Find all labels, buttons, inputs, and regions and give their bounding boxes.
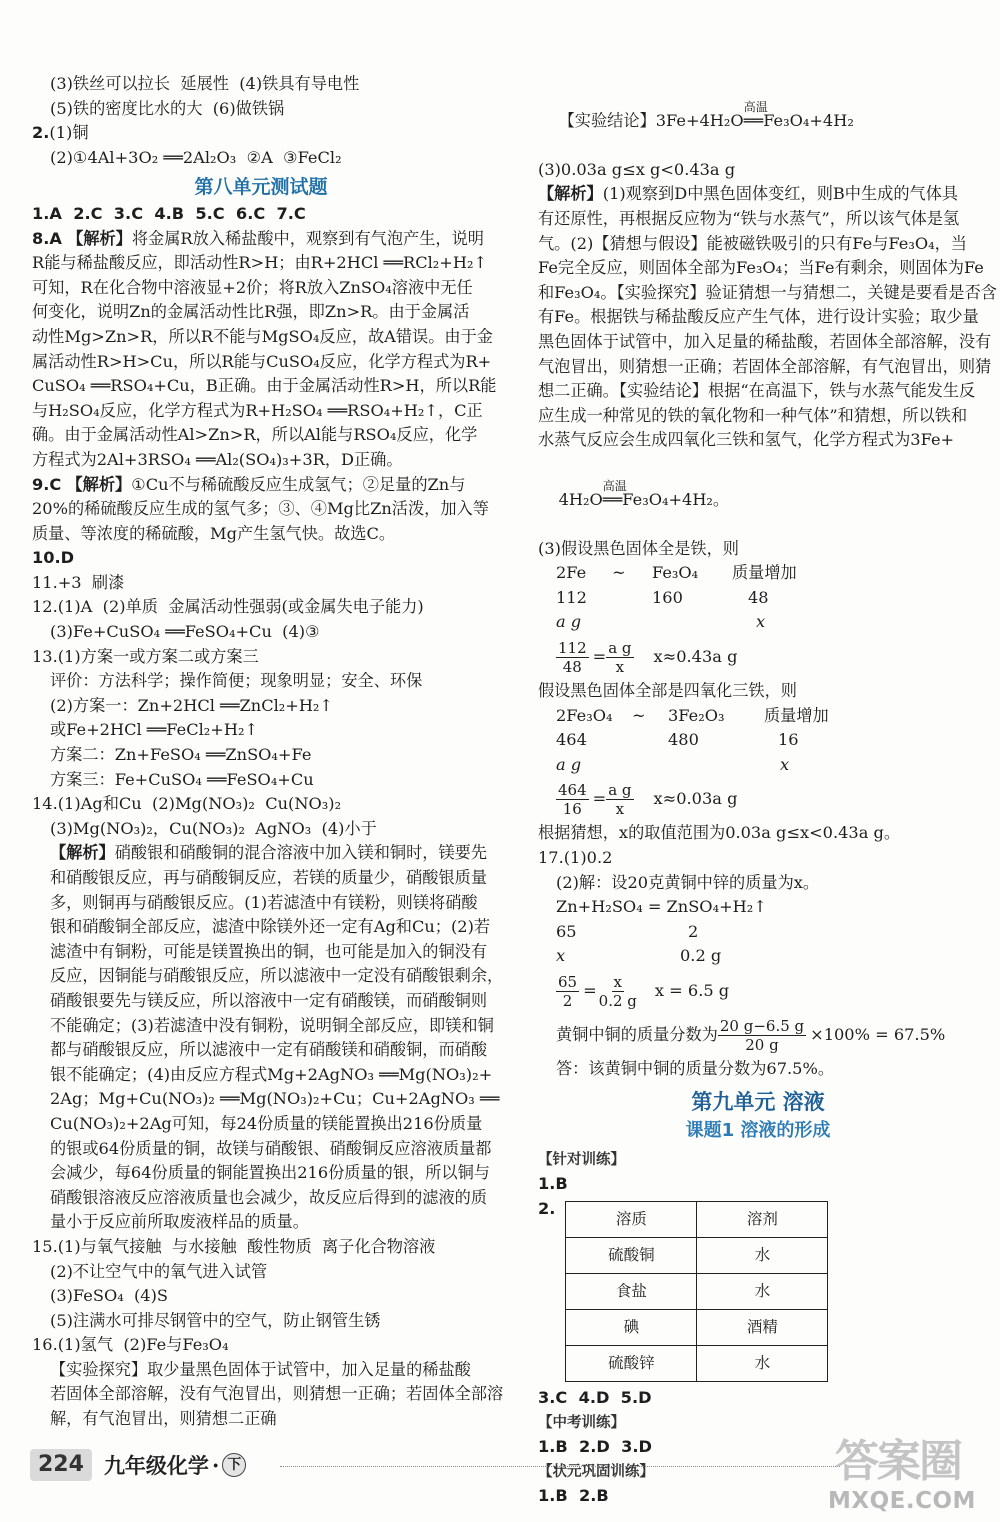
page-footer <box>30 1448 246 1482</box>
calc-cell: ~ <box>612 563 626 583</box>
text-line: 都与硝酸银反应，所以滤液中一定有硝酸镁和硝酸铜，而硝酸 <box>50 1040 488 1060</box>
fraction <box>606 781 633 818</box>
text-line: 多，则铜再与硝酸银反应。(1)若滤渣中有镁粉，则镁将硝酸 <box>50 892 478 912</box>
text-line: (5)铁的密度比水的大 (6)做铁锅 <box>50 98 285 118</box>
answer-line: (2)不让空气中的氧气进入试管 <box>50 1261 268 1281</box>
result: x≈0.03a g <box>653 789 738 809</box>
fraction-denominator: 16 <box>562 799 582 818</box>
book-title: 九年级化学 <box>103 1454 209 1478</box>
calc-cell: x <box>780 754 790 774</box>
answer-line: 12.(1)A (2)单质 金属活动性强弱(或金属失电子能力) <box>32 597 424 617</box>
left-column <box>32 72 504 1432</box>
table-cell: 溶剂 <box>697 1201 828 1237</box>
text-line: 有Fe。根据铁与稀盐酸反应产生气体，进行设计实验；取少量 <box>538 307 979 327</box>
answer-line: 13.(1)方案一或方案二或方案三 <box>32 646 259 666</box>
text-line: 根据猜想，x的取值范围为0.03a g≤x<0.43a g。 <box>538 823 901 843</box>
text-line: 气泡冒出，则猜想一正确；若固体全部溶解，有气泡冒出，则猜 <box>538 356 992 376</box>
text-line: Fe完全反应，则固体全部为Fe₃O₄；当Fe有剩余，则固体为Fe <box>538 258 984 278</box>
answer-line: 1.B <box>538 1174 568 1194</box>
watermark-logo: 答案圈 <box>835 1436 961 1487</box>
calc-cell: 160 <box>652 587 683 607</box>
fraction <box>606 639 633 676</box>
text-line: 何变化，说明Zn的金属活动性比R强，即Zn>R。由于金属活 <box>32 302 470 322</box>
text-line: 有还原性，再根据反应物为“铁与水蒸气”，所以该气体是氢 <box>538 208 960 228</box>
equation-left: 【实验结论】3Fe+4H₂O <box>558 110 744 130</box>
training-tag: 【针对训练】 <box>538 1151 625 1168</box>
calc-cell: 480 <box>668 730 699 750</box>
calc-cell <box>612 610 652 635</box>
text-line: (1)铜 <box>49 123 89 143</box>
analysis-tag: 【解析】 <box>50 843 115 863</box>
calc-cell: a g <box>556 612 582 632</box>
calc-cell <box>632 728 668 753</box>
equation-line: Zn+H₂SO₄ = ZnSO₄+H₂↑ <box>556 897 767 917</box>
calc-cell: 16 <box>778 730 799 750</box>
answer-line: 1.B 2.D 3.D <box>538 1437 652 1457</box>
text-line: ①Cu不与稀硫酸反应生成氢气；②足量的Zn与 <box>131 474 466 494</box>
table-cell: 食盐 <box>566 1273 697 1309</box>
reaction-arrow: 高温 ══ <box>744 109 764 134</box>
text-line: 方程式为2Al+3RSO₄ ══Al₂(SO₄)₃+3R，D正确。 <box>32 449 403 469</box>
text-line: (3)铁丝可以拉长 延展性 (4)铁具有导电性 <box>50 74 360 93</box>
text-line: 不能确定；(3)若滤渣中没有铜粉，说明铜全部反应，即镁和铜 <box>50 1015 494 1035</box>
answer-line: 【实验探究】取少量黑色固体于试管中，加入足量的稀盐酸 <box>50 1359 471 1379</box>
fraction <box>556 639 589 676</box>
equation-line <box>538 84 978 158</box>
answer-line: (3)FeSO₄ (4)S <box>50 1286 169 1306</box>
calc-cell: x <box>556 946 566 966</box>
text-line: 量小于反应前所取废液样品的质量。 <box>50 1212 309 1232</box>
solution-table <box>565 1201 828 1382</box>
title-dot: · <box>211 1452 220 1478</box>
equation-right: Fe₃O₄+4H₂ <box>763 110 854 130</box>
calc-cell <box>668 753 780 778</box>
calc-cell: 464 <box>556 730 587 750</box>
text-line: 假设黑色固体全部是四氧化三铁，则 <box>538 681 797 701</box>
answer-line: 14.(1)Ag和Cu (2)Mg(NO₃)₂ Cu(NO₃)₂ <box>32 794 342 814</box>
calc-cell: Fe₃O₄ <box>652 563 699 583</box>
equation-line <box>538 463 978 537</box>
table-cell: 水 <box>697 1237 828 1273</box>
text-line: 银和硝酸铜全部反应，滤渣中除镁外还一定有Ag和Cu；(2)若 <box>50 917 491 937</box>
condition-label: 高温 <box>743 99 768 114</box>
section-title-unit8: 第八单元测试题 <box>194 176 328 199</box>
fraction-line: $\frac{112}{48}$ = $\frac{\text{a g}}{x}$ x≈0.43a g <box>558 638 738 676</box>
calc-cell: 65 <box>556 921 577 941</box>
condition-label: 高温 <box>602 478 627 493</box>
answer-line: (3)0.03a g≤x g<0.43a g <box>538 159 736 179</box>
text-line: 确。由于金属活动性Al>Zn>R，所以Al能与RSO₄反应，化学 <box>32 425 478 445</box>
text-line: 会减少，每64份质量的铜能置换出216份质量的银，所以铜与 <box>50 1163 490 1183</box>
fraction-denominator: x <box>615 799 625 818</box>
calc-cell: 2 <box>688 921 699 941</box>
fraction-numerator: 65 <box>558 972 578 991</box>
text-line: 应生成一种常见的铁的氧化物和一种气体”和猜想，所以铁和 <box>538 405 968 425</box>
watermark-site: MXQE.COM <box>828 1488 976 1514</box>
equation-left: 4H₂O <box>558 489 603 509</box>
fraction-numerator: x <box>613 972 623 991</box>
table-cell: 水 <box>697 1273 828 1309</box>
table-cell: 硫酸锌 <box>566 1345 697 1381</box>
answer-line: (5)注满水可排尽钢管中的空气，防止钢管生锈 <box>50 1310 381 1330</box>
text-line: 20%的稀硫酸反应生成的氢气多；③、④Mg比Zn活泼，加入等 <box>32 499 489 519</box>
fraction <box>718 1017 806 1054</box>
text-line: 黄铜中铜的质量分数为 <box>556 1024 718 1044</box>
lesson-title: 课题1 溶液的形成 <box>685 1120 831 1142</box>
fraction-line: $\frac{464}{16}$ = $\frac{\text{a g}}{x}$ x≈0.03a g <box>558 780 738 818</box>
text-line: 的银或64份质量的铜，故镁与硝酸银、硝酸铜反应溶液质量都 <box>50 1138 492 1158</box>
calc-cell: 48 <box>748 587 769 607</box>
answer-line: 方案三：Fe+CuSO₄ ══FeSO₄+Cu <box>50 769 314 789</box>
table-cell: 溶质 <box>566 1201 697 1237</box>
answer-line: 评价：方法科学；操作简便；现象明显；安全、环保 <box>50 671 423 691</box>
answer-line: 1.A 2.C 3.C 4.B 5.C 6.C 7.C <box>32 203 306 223</box>
calc-cell <box>612 586 652 611</box>
text-line: 属活动性R>H>Cu，所以R能与CuSO₄反应，化学方程式为R+ <box>32 351 492 371</box>
table-row <box>566 1273 828 1309</box>
fraction-denominator: x <box>615 657 625 676</box>
fraction <box>556 973 579 1010</box>
fraction <box>597 973 639 1010</box>
text-line: 和硝酸银反应，再与硝酸铜反应，若镁的质量少，硝酸银质量 <box>50 868 488 887</box>
answer-line: 方案二：Zn+FeSO₄ ══ZnSO₄+Fe <box>50 745 312 765</box>
answer-line: 若固体全部溶解，没有气泡冒出，则猜想一正确；若固体全部溶 <box>50 1384 504 1404</box>
answer-line: (2)方案一：Zn+2HCl ══ZnCl₂+H₂↑ <box>50 695 333 715</box>
table-cell: 水 <box>697 1345 828 1381</box>
calc-cell: 质量增加 <box>732 563 797 583</box>
answer-line: 10.D <box>32 548 75 568</box>
result: ×100% = 67.5% <box>810 1024 946 1044</box>
fraction-denominator: 48 <box>562 657 582 676</box>
calc-cell: 2Fe₃O₄ <box>556 705 613 725</box>
analysis-tag: 【解析】 <box>538 184 603 204</box>
answer-line: (2)解：设20克黄铜中锌的质量为x。 <box>556 872 820 892</box>
answer-line: 1.B 2.B <box>538 1486 609 1506</box>
result: x≈0.43a g <box>653 646 738 666</box>
table-row <box>566 1237 828 1273</box>
answer-line: 11.+3 刷漆 <box>32 572 125 592</box>
text-line: 和Fe₃O₄。【实验探究】验证猜想一与猜想二，关键是要看是否含 <box>538 282 997 302</box>
answer-line: (3)Mg(NO₃)₂，Cu(NO₃)₂ AgNO₃ (4)小于 <box>50 818 377 838</box>
equation-right: Fe₃O₄+4H₂。 <box>622 489 730 509</box>
text-line: 质量、等浓度的稀硫酸，Mg产生氢气快。故选C。 <box>32 523 396 543</box>
calc-cell: 质量增加 <box>764 705 829 725</box>
calc-cell: 3Fe₂O₃ <box>668 705 725 725</box>
text-line: 与H₂SO₄反应，化学方程式为R+H₂SO₄ ══RSO₄+H₂↑，C正 <box>32 400 483 420</box>
fraction <box>556 781 589 818</box>
text-line: 水蒸气反应会生成四氧化三铁和氢气，化学方程式为3Fe+ <box>538 430 955 450</box>
text-line: 硝酸银和硝酸铜的混合溶液中加入镁和铜时，镁要先 <box>114 843 488 863</box>
training-tag: 【状元巩固训练】 <box>538 1463 654 1480</box>
fraction-numerator: a g <box>608 638 632 657</box>
calc-block-3 <box>538 895 978 1081</box>
answer-line: 解，有气泡冒出，则猜想二正确 <box>50 1409 277 1429</box>
table-row <box>566 1345 828 1381</box>
text-line: 气。(2)【猜想与假设】能被磁铁吸引的只有Fe与Fe₃O₄，当 <box>538 233 967 253</box>
fraction-numerator: 112 <box>558 638 587 657</box>
fraction-denominator: 2 <box>562 991 573 1010</box>
text-line: 动性Mg>Zn>R，所以R不能与MgSO₄反应，故A错误。由于金 <box>32 326 493 346</box>
text-line: 可知，R在化合物中溶液显+2价；将R放入ZnSO₄溶液中无任 <box>32 277 473 297</box>
fraction-numerator: a g <box>608 780 632 799</box>
question-number: 9.C <box>32 474 62 494</box>
text-line: 2Ag；Mg+Cu(NO₃)₂ ══Mg(NO₃)₂+Cu；Cu+2AgNO₃ ══ <box>50 1089 500 1109</box>
table-header <box>566 1201 828 1237</box>
text-line: 反应，因铜能与硝酸银反应，所以滤液中一定没有硝酸银剩余， <box>50 966 504 986</box>
reaction-arrow: 高温 ══ <box>603 488 623 513</box>
fraction-denominator: 20 g <box>745 1035 779 1054</box>
fraction-line <box>556 1013 978 1057</box>
answer-line: 或Fe+2HCl ══FeCl₂+H₂↑ <box>50 720 259 740</box>
question-2 <box>538 1197 978 1386</box>
text-line: 将金属R放入稀盐酸中，观察到有气泡产生，说明 <box>131 228 484 248</box>
answer-line: 3.C 4.D 5.D <box>538 1387 652 1407</box>
volume-badge: 下 <box>222 1453 246 1477</box>
answer-line: (3)Fe+CuSO₄ ══FeSO₄+Cu (4)③ <box>50 622 320 642</box>
analysis-tag: 【解析】 <box>66 474 132 494</box>
answer-line: 答：该黄铜中铜的质量分数为67.5%。 <box>556 1059 835 1078</box>
calc-cell: ~ <box>632 705 646 725</box>
footer-divider <box>280 1466 840 1467</box>
table-cell: 碘 <box>566 1309 697 1345</box>
text-line: 滤渣中有铜粉，可能是镁置换出的铜，也可能是加入的铜没有 <box>50 941 488 961</box>
text-line: (3)假设黑色固体全是铁，则 <box>538 538 739 558</box>
text-line: 银不能确定；(4)由反应方程式Mg+2AgNO₃ ══Mg(NO₃)₂+ <box>50 1064 493 1084</box>
fraction-numerator: 464 <box>558 780 587 799</box>
calc-cell <box>632 753 668 778</box>
calc-cell <box>652 610 756 635</box>
question-number: 2. <box>32 123 50 143</box>
text-line: R能与稀盐酸反应，即活动性R>H；由R+2HCl ══RCl₂+H₂↑ <box>32 253 488 273</box>
answer-line: 15.(1)与氧气接触 与水接触 酸性物质 离子化合物溶液 <box>32 1236 436 1256</box>
table-cell: 硫酸铜 <box>566 1237 697 1273</box>
text-line: 想二正确。【实验结论】根据“在高温下，铁与水蒸气能发生反 <box>538 381 976 401</box>
training-tag: 【中考训练】 <box>538 1414 625 1431</box>
table-cell: 酒精 <box>697 1309 828 1345</box>
calc-cell: a g <box>556 754 582 774</box>
page-number: 224 <box>30 1449 92 1481</box>
fraction-line: $\frac{65}{2}$ = $\frac{x}{0.2 g}$ x = 6.5 g <box>558 972 730 1010</box>
table-row <box>566 1309 828 1345</box>
calc-cell: 112 <box>556 587 587 607</box>
text-line: 硝酸银溶液反应溶液质量也会减少，故反应后得到的滤液的质 <box>50 1187 488 1207</box>
right-column <box>538 72 997 1509</box>
calc-block-1 <box>538 561 978 679</box>
analysis-tag: 【解析】 <box>67 228 132 248</box>
fraction-numerator: 20 g−6.5 g <box>719 1016 805 1035</box>
calc-cell: x <box>756 612 766 632</box>
result: x = 6.5 g <box>654 980 730 1000</box>
text-line: Cu(NO₃)₂+2Ag可知，每24份质量的镁能置换出216份质量 <box>50 1113 483 1133</box>
calc-cell: 0.2 g <box>680 946 722 966</box>
answer-line: 16.(1)氢气 (2)Fe与Fe₃O₄ <box>32 1335 229 1355</box>
answer-line: 17.(1)0.2 <box>538 848 613 868</box>
section-title-unit9: 第九单元 溶液 <box>691 1089 825 1114</box>
fraction-denominator: 0.2 g <box>598 991 637 1010</box>
text-line: (2)①4Al+3O₂ ══2Al₂O₃ ②A ③FeCl₂ <box>50 147 342 167</box>
text-line: CuSO₄ ══RSO₄+Cu，B正确。由于金属活动性R>H，所以R能 <box>32 376 497 396</box>
text-line: 黑色固体于试管中，加入足量的稀盐酸，若固体全部溶解，没有 <box>538 331 992 351</box>
question-number: 8.A <box>32 228 62 248</box>
text-line: 硝酸银要先与镁反应，所以溶液中一定有硝酸镁，而硝酸铜则 <box>50 990 488 1010</box>
text-line: (1)观察到D中黑色固体变红，则B中生成的气体具 <box>602 184 959 204</box>
calc-cell: 2Fe <box>556 563 587 583</box>
calc-block-2 <box>538 704 978 822</box>
question-number: 2. <box>538 1198 556 1218</box>
